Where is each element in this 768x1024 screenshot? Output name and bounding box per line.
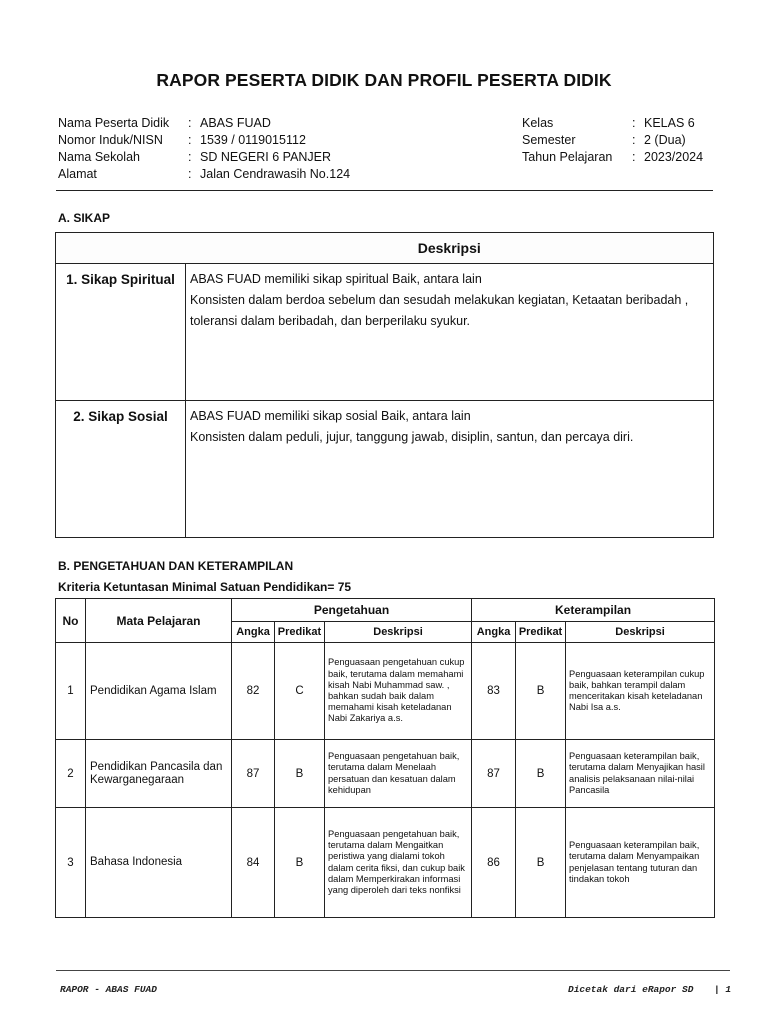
sikap-desc-sosial — [186, 401, 714, 538]
cell-p-angka: 84 — [232, 808, 275, 918]
nilai-table — [55, 598, 715, 918]
cell-no: 1 — [56, 643, 86, 740]
cell-k-angka: 86 — [472, 808, 516, 918]
info-row-kelas — [522, 115, 703, 132]
cell-p-predikat: B — [275, 740, 325, 808]
sikap-aspect-sosial: 2. Sikap Sosial — [56, 401, 186, 538]
section-title-nilai: B. PENGETAHUAN DAN KETERAMPILAN — [58, 559, 294, 573]
header-p-angka: Angka — [232, 622, 275, 643]
table-row — [56, 740, 715, 808]
info-colon: : — [188, 133, 192, 147]
report-title: RAPOR PESERTA DIDIK DAN PROFIL PESERTA DIDIK — [156, 70, 612, 90]
cell-p-predikat: C — [275, 643, 325, 740]
info-value-semester: 2 (Dua) — [644, 133, 686, 147]
info-value-kelas: KELAS 6 — [644, 116, 695, 130]
cell-k-deskripsi: Penguasaan keterampilan baik, terutama dalam Menyampaikan penjelasan tentang tuturan dan tindakan tokoh — [566, 808, 715, 918]
cell-k-deskripsi: Penguasaan keterampilan baik, terutama dalam Menyajikan hasil analisis pelaksanaan nilai-nilai Pancasila — [566, 740, 715, 808]
sikap-desc-line: ABAS FUAD memiliki sikap spiritual Baik, antara lain — [190, 272, 482, 286]
info-label: Tahun Pelajaran — [522, 150, 613, 164]
cell-mapel: Pendidikan Pancasila dan Kewarganegaraan — [86, 740, 232, 808]
header-mapel: Mata Pelajaran — [86, 599, 232, 643]
header-k-angka: Angka — [472, 622, 516, 643]
info-row-nama — [58, 115, 350, 132]
sikap-aspect-spiritual: 1. Sikap Spiritual — [56, 264, 186, 401]
student-info-left — [58, 115, 350, 183]
table-row — [56, 808, 715, 918]
sikap-desc-line: toleransi dalam beribadah, dan berperilaku syukur. — [190, 314, 471, 328]
info-value-sekolah: SD NEGERI 6 PANJER — [200, 150, 332, 164]
info-label: Nama Peserta Didik — [58, 116, 170, 130]
header-p-deskripsi: Deskripsi — [325, 622, 472, 643]
sikap-desc-line: Konsisten dalam berdoa sebelum dan sesudah melakukan kegiatan, Ketaatan beribadah , — [190, 293, 689, 307]
header-pengetahuan: Pengetahuan — [232, 599, 472, 622]
cell-p-deskripsi: Penguasaan pengetahuan cukup baik, terutama dalam memahami kisah Nabi Muhammad saw. , bahkan sudah baik dalam memahami kisah keteladanan Nabi Zakariya a.s. — [325, 643, 472, 740]
cell-no: 2 — [56, 740, 86, 808]
header-divider — [56, 190, 713, 191]
info-colon: : — [632, 150, 636, 164]
sikap-row-sosial — [56, 401, 714, 538]
info-colon: : — [632, 133, 636, 147]
cell-k-deskripsi: Penguasaan keterampilan cukup baik, bahkan terampil dalam menceritakan kisah keteladanan Nabi Isa a.s. — [566, 643, 715, 740]
info-row-sekolah — [58, 149, 350, 166]
sikap-desc-line: Konsisten dalam peduli, jujur, tanggung jawab, disiplin, santun, dan percaya diri. — [190, 430, 634, 444]
info-label: Nama Sekolah — [58, 150, 140, 164]
footer-right: Dicetak dari eRapor SD — [568, 984, 694, 995]
info-value-nama: ABAS FUAD — [200, 116, 271, 130]
header-no: No — [56, 599, 86, 643]
info-label: Alamat — [58, 167, 97, 181]
cell-k-angka: 83 — [472, 643, 516, 740]
kkm-text: Kriteria Ketuntasan Minimal Satuan Pendidikan= 75 — [58, 580, 352, 594]
info-row-alamat — [58, 166, 350, 183]
info-value-alamat: Jalan Cendrawasih No.124 — [200, 167, 351, 181]
sikap-row-spiritual — [56, 264, 714, 401]
sikap-header-blank — [56, 233, 186, 264]
cell-p-deskripsi: Penguasaan pengetahuan baik, terutama dalam Mengaitkan peristiwa yang dialami tokoh dalam cerita fiksi, dan cukup baik dalam Memperkirakan informasi yang diperoleh dari teks nonfiksi — [325, 808, 472, 918]
cell-k-predikat: B — [516, 643, 566, 740]
cell-mapel: Pendidikan Agama Islam — [86, 643, 232, 740]
cell-no: 3 — [56, 808, 86, 918]
info-value-tahun: 2023/2024 — [644, 150, 704, 164]
footer-page: | 1 — [714, 984, 732, 995]
info-label: Nomor Induk/NISN — [58, 133, 163, 147]
sikap-header-deskripsi: Deskripsi — [186, 233, 714, 264]
info-row-nisn — [58, 132, 350, 149]
sikap-desc-line: ABAS FUAD memiliki sikap sosial Baik, antara lain — [190, 409, 471, 423]
header-p-predikat: Predikat — [275, 622, 325, 643]
info-label: Kelas — [522, 116, 554, 130]
cell-k-predikat: B — [516, 740, 566, 808]
info-value-nisn: 1539 / 0119015112 — [200, 133, 306, 147]
info-row-semester — [522, 132, 703, 149]
info-colon: : — [188, 116, 192, 130]
cell-k-angka: 87 — [472, 740, 516, 808]
table-row — [56, 643, 715, 740]
header-k-deskripsi: Deskripsi — [566, 622, 715, 643]
cell-mapel: Bahasa Indonesia — [86, 808, 232, 918]
info-colon: : — [188, 150, 192, 164]
cell-p-angka: 82 — [232, 643, 275, 740]
footer-divider — [56, 970, 730, 971]
cell-p-deskripsi: Penguasaan pengetahuan baik, terutama dalam Menelaah persatuan dan kesatuan dalam kehidupan — [325, 740, 472, 808]
header-keterampilan: Keterampilan — [472, 599, 715, 622]
footer-left: RAPOR - ABAS FUAD — [60, 984, 157, 995]
sikap-desc-spiritual — [186, 264, 714, 401]
student-info-right — [522, 115, 703, 166]
info-row-tahun — [522, 149, 703, 166]
header-k-predikat: Predikat — [516, 622, 566, 643]
section-title-sikap: A. SIKAP — [58, 211, 111, 225]
info-colon: : — [632, 116, 636, 130]
sikap-table — [55, 232, 714, 538]
cell-p-angka: 87 — [232, 740, 275, 808]
cell-p-predikat: B — [275, 808, 325, 918]
info-label: Semester — [522, 133, 576, 147]
info-colon: : — [188, 167, 192, 181]
cell-k-predikat: B — [516, 808, 566, 918]
